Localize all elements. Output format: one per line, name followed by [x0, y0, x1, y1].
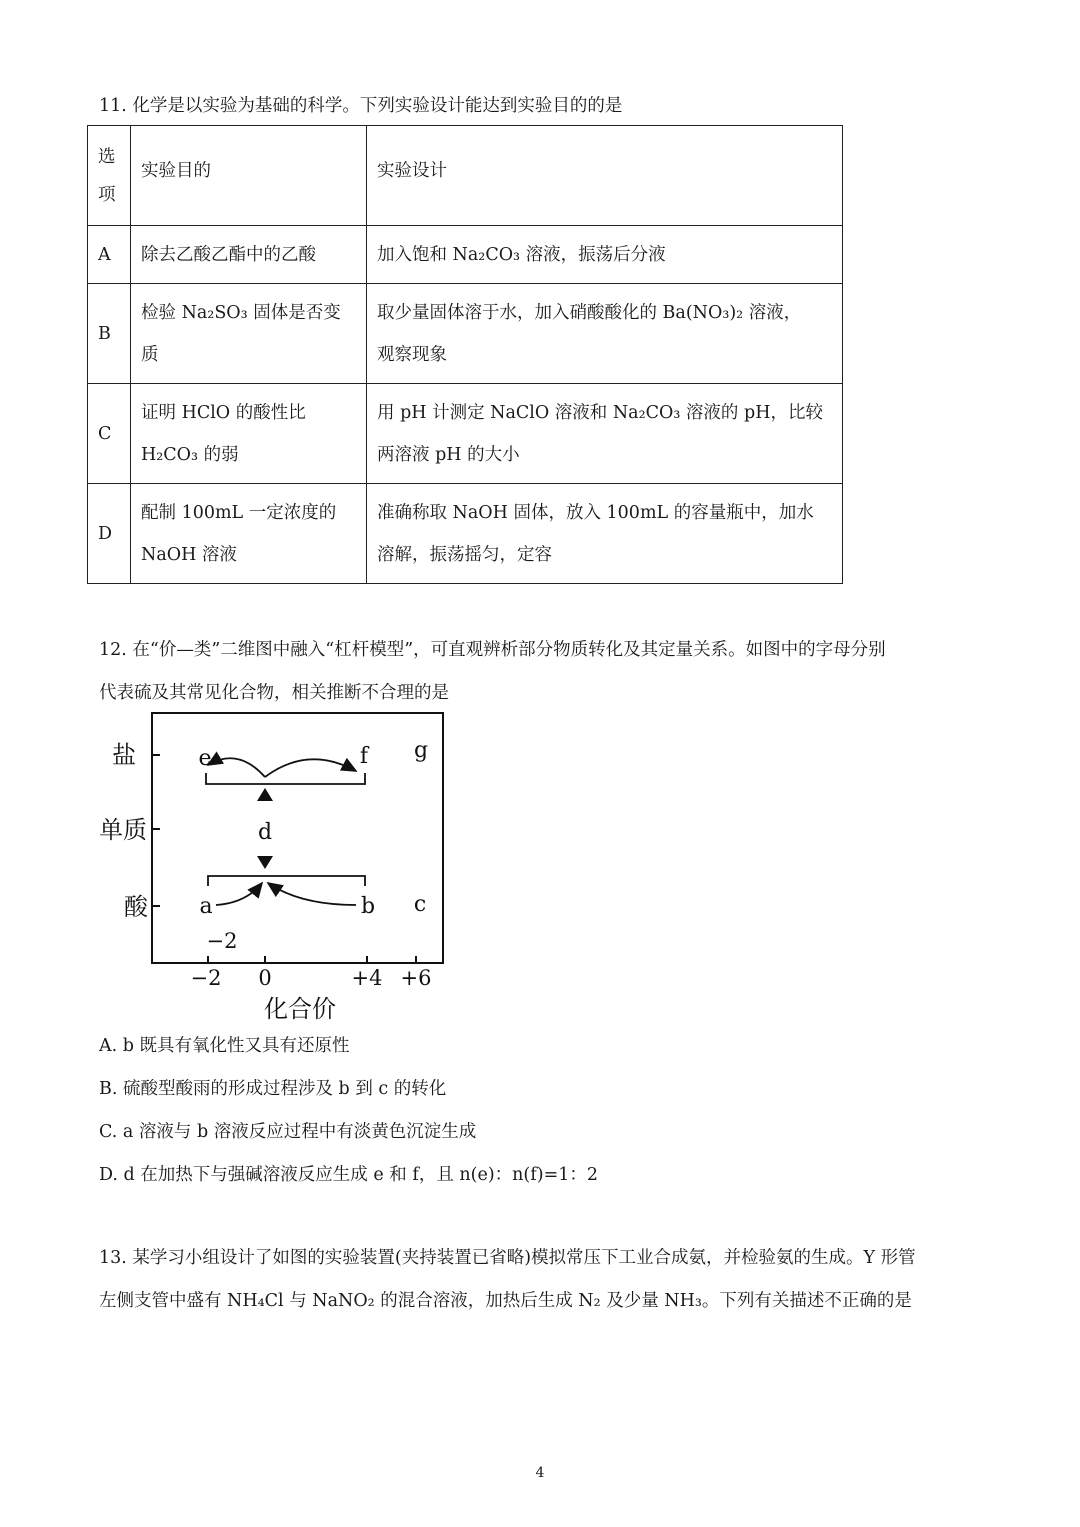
purpose-line: 质 [141, 344, 159, 365]
header-design-label: 实验设计 [377, 160, 447, 181]
purpose-line: 除去乙酸乙酯中的乙酸 [141, 244, 316, 265]
design-cell [367, 484, 843, 584]
point-a: a [199, 894, 213, 919]
x-tick-label: −2 [190, 966, 222, 990]
lever-bar-bottom [208, 876, 365, 886]
point-a-valence: −2 [206, 929, 238, 953]
q12-option-a: A. b 既具有氧化性又具有还原性 [99, 1036, 350, 1056]
q11-table [87, 125, 843, 584]
header-purpose-cell [131, 126, 367, 226]
x-tick-label: +4 [351, 966, 383, 990]
design-line: 两溶液 pH 的大小 [377, 444, 520, 465]
point-d: d [257, 820, 273, 845]
option-cell: C [88, 384, 131, 484]
option-cell: D [88, 484, 131, 584]
header-option-cell [88, 126, 131, 226]
fulcrum-down [257, 856, 273, 869]
table-row [88, 384, 843, 484]
purpose-line: H₂CO₃ 的弱 [141, 444, 239, 465]
header-purpose-label: 实验目的 [141, 160, 211, 181]
point-f: f [359, 744, 369, 769]
point-c: c [413, 892, 427, 917]
design-line: 溶解，振荡摇匀，定容 [377, 544, 552, 565]
design-line: 观察现象 [377, 344, 447, 365]
header-option-char: 选 [98, 146, 116, 167]
point-g: g [413, 738, 429, 763]
arrow-to-f [265, 759, 356, 777]
arrow-from-b [268, 883, 356, 905]
y-category-label: 酸 [124, 893, 148, 921]
purpose-line: NaOH 溶液 [141, 544, 237, 565]
purpose-cell [131, 484, 367, 584]
x-axis-label: 化合价 [264, 995, 336, 1023]
arrow-from-a [216, 883, 262, 905]
q12-stem-line-1: 12. 在“价—类”二维图中融入“杠杆模型”，可直观辨析部分物质转化及其定量关系。如图中的字母分别 [99, 640, 886, 660]
q12-option-b: B. 硫酸型酸雨的形成过程涉及 b 到 c 的转化 [99, 1079, 447, 1099]
table-row [88, 484, 843, 584]
q11-stem: 11. 化学是以实验为基础的科学。下列实验设计能达到实验目的的是 [99, 96, 623, 116]
arrow-to-e [208, 758, 265, 777]
x-tick-label: 0 [258, 966, 272, 990]
design-line: 加入饱和 Na₂CO₃ 溶液，振荡后分液 [377, 244, 666, 265]
purpose-line: 配制 100mL 一定浓度的 [141, 502, 337, 523]
table-row [88, 226, 843, 284]
purpose-cell [131, 226, 367, 284]
y-category-label: 单质 [99, 816, 147, 844]
x-tick-label: +6 [400, 966, 432, 990]
header-design-cell [367, 126, 843, 226]
header-option-char: 项 [98, 184, 116, 205]
purpose-cell [131, 284, 367, 384]
fulcrum-up [257, 788, 273, 801]
design-cell [367, 284, 843, 384]
q13-stem-line-1: 13. 某学习小组设计了如图的实验装置(夹持装置已省略)模拟常压下工业合成氨，并检验氨的生成。Y 形管 [99, 1248, 916, 1268]
plot-frame [152, 713, 443, 963]
y-category-label: 盐 [112, 741, 136, 769]
point-b: b [360, 894, 376, 919]
valence-class-diagram [88, 705, 468, 1025]
page-number: 4 [535, 1465, 545, 1481]
point-e: e [198, 746, 212, 771]
q12-stem-line-2: 代表硫及其常见化合物，相关推断不合理的是 [99, 683, 449, 703]
design-line: 用 pH 计测定 NaClO 溶液和 Na₂CO₃ 溶液的 pH，比较 [377, 402, 823, 423]
purpose-line: 检验 Na₂SO₃ 固体是否变 [141, 302, 341, 323]
table-row [88, 284, 843, 384]
lever-bar-top [206, 773, 365, 784]
purpose-cell [131, 384, 367, 484]
design-cell [367, 226, 843, 284]
purpose-line: 证明 HClO 的酸性比 [141, 402, 306, 423]
table-header-row [88, 126, 843, 226]
design-cell [367, 384, 843, 484]
design-line: 准确称取 NaOH 固体，放入 100mL 的容量瓶中，加水 [377, 502, 814, 523]
option-cell: B [88, 284, 131, 384]
q13-stem-line-2: 左侧支管中盛有 NH₄Cl 与 NaNO₂ 的混合溶液，加热后生成 N₂ 及少量 NH₃。下列有关描述不正确的是 [99, 1291, 912, 1311]
option-cell: A [88, 226, 131, 284]
q12-option-c: C. a 溶液与 b 溶液反应过程中有淡黄色沉淀生成 [99, 1122, 477, 1142]
q12-option-d: D. d 在加热下与强碱溶液反应生成 e 和 f，且 n(e)：n(f)=1：2 [99, 1165, 598, 1185]
design-line: 取少量固体溶于水，加入硝酸酸化的 Ba(NO₃)₂ 溶液， [377, 302, 802, 323]
